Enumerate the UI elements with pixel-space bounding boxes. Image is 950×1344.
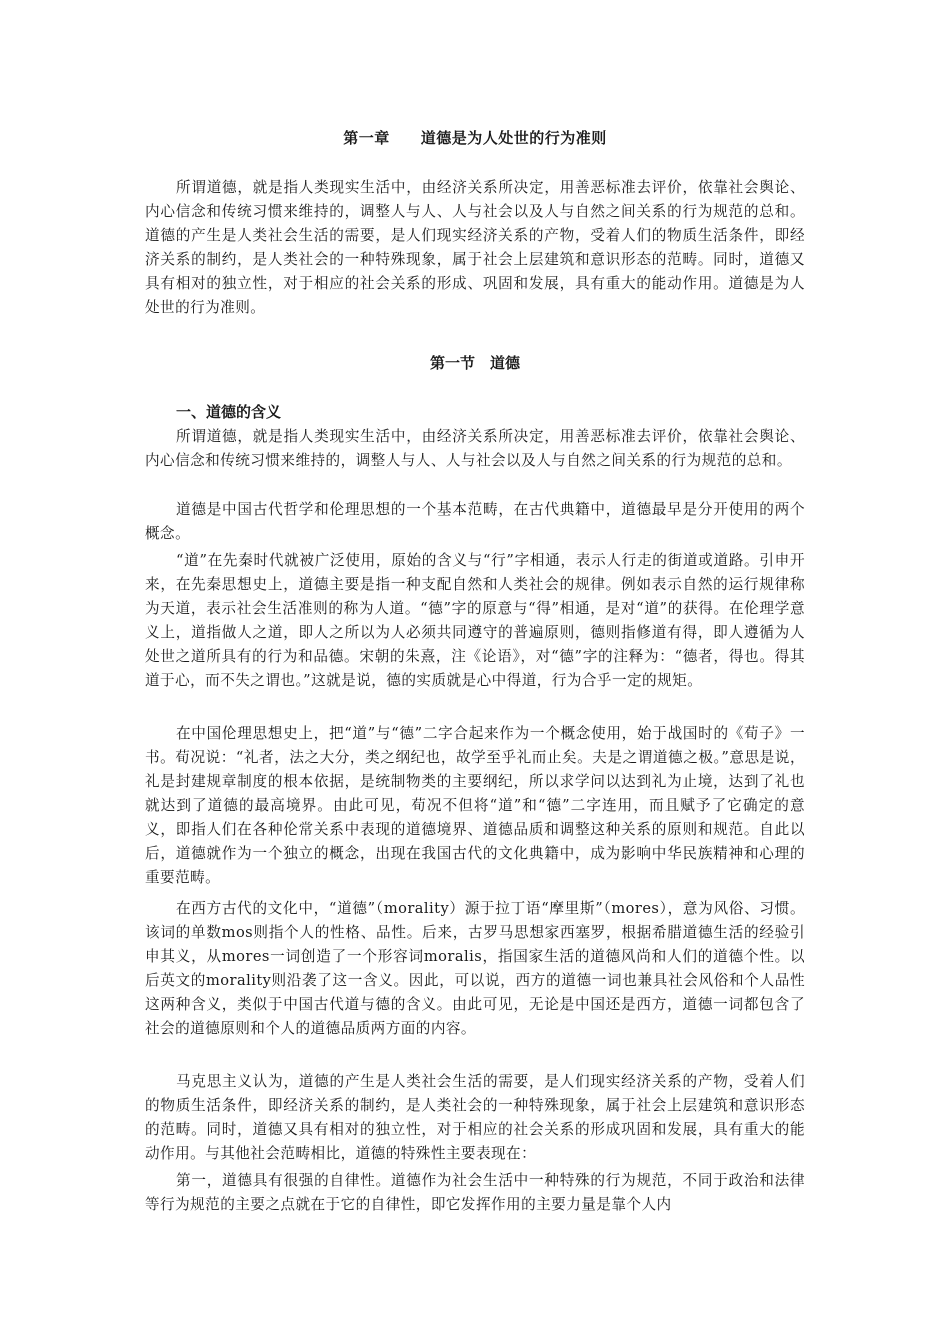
body-paragraph: 在中国伦理思想史上，把“道”与“德”二字合起来作为一个概念使用，始于战国时的《荀子》一书。荀况说：“礼者，法之大分，类之纲纪也，故学至乎礼而止矣。夫是之谓道德之极。”意思是说，礼是封建规章制度的根本依据，是统制物类的主要纲纪，所以求学问以达到礼为止境，达到了礼也就达到了道德的最高境界。由此可见，荀况不但将“道”和“德”二字连用，而且赋予了它确定的意义，即指人们在各种伦常关系中表现的道德境界、道德品质和调整这种关系的原则和规范。自此以后，道德就作为一个独立的概念，出现在我国古代的文化典籍中，成为影响中华民族精神和心理的重要范畴。 <box>145 725 805 886</box>
body-paragraph: 第一，道德具有很强的自律性。道德作为社会生活中一种特殊的行为规范，不同于政治和法律等行为规范的主要之点就在于它的自律性，即它发挥作用的主要力量是靠个人内 <box>145 1172 805 1213</box>
body-paragraph: 道德是中国古代哲学和伦理思想的一个基本范畴，在古代典籍中，道德最早是分开使用的两个概念。 <box>145 501 805 542</box>
body-paragraph: 在西方古代的文化中，“道德”（morality）源于拉丁语“摩里斯”（mores），意为风俗、习惯。该词的单数mos则指个人的性格、品性。后来，古罗马思想家西塞罗，根据希腊道德生活的经验引申其义，从mores一词创造了一个形容词moralis，指国家生活的道德风尚和人们的道德个性。以后英文的morality则沿袭了这一含义。因此，可以说，西方的道德一词也兼具社会风俗和个人品性这两种含义，类似于中国古代道与德的含义。由此可见，无论是中国还是西方，道德一词都包含了社会的道德原则和个人的道德品质两方面的内容。 <box>145 900 805 1037</box>
body-paragraph: 马克思主义认为，道德的产生是人类社会生活的需要，是人们现实经济关系的产物，受着人们的物质生活条件，即经济关系的制约，是人类社会的一种特殊现象，属于社会上层建筑和意识形态的范畴。同时，道德又具有相对的独立性，对于相应的社会关系的形成巩固和发展，具有重大的能动作用。与其他社会范畴相比，道德的特殊性主要表现在： <box>145 1073 805 1162</box>
body-paragraph: 所谓道德，就是指人类现实生活中，由经济关系所决定，用善恶标准去评价，依靠社会舆论、内心信念和传统习惯来维持的，调整人与人、人与社会以及人与自然之间关系的行为规范的总和。 <box>145 428 805 469</box>
chapter-intro-paragraph: 所谓道德，就是指人类现实生活中，由经济关系所决定，用善恶标准去评价，依靠社会舆论、内心信念和传统习惯来维持的，调整人与人、人与社会以及人与自然之间关系的行为规范的总和。道德的产生是人类社会生活的需要，是人们现实经济关系的产物，受着人们的物质生活条件，即经济关系的制约，是人类社会的一种特殊现象，属于社会上层建筑和意识形态的范畴。同时，道德又具有相对的独立性，对于相应的社会关系的形成、巩固和发展，具有重大的能动作用。道德是为人处世的行为准则。 <box>145 179 805 316</box>
subsection-title: 一、道德的含义 <box>176 403 282 421</box>
chapter-title: 第一章 道德是为人处世的行为准则 <box>343 129 607 147</box>
body-paragraph: “道”在先秦时代就被广泛使用，原始的含义与“行”字相通，表示人行走的街道或道路。引申开来，在先秦思想史上，道德主要是指一种支配自然和人类社会的规律。例如表示自然的运行规律称为天道，表示社会生活准则的称为人道。“德”字的原意与“得”相通，是对“道”的获得。在伦理学意义上，道指做人之道，即人之所以为人必须共同遵守的普遍原则，德则指修道有得，即人遵循为人处世之道所具有的行为和品德。宋朝的朱熹，注《论语》，对“德”字的注释为：“德者，得也。得其道于心，而不失之谓也。”这就是说，德的实质就是心中得道，行为合乎一定的规矩。 <box>145 552 805 689</box>
section-title: 第一节 道德 <box>429 354 520 372</box>
